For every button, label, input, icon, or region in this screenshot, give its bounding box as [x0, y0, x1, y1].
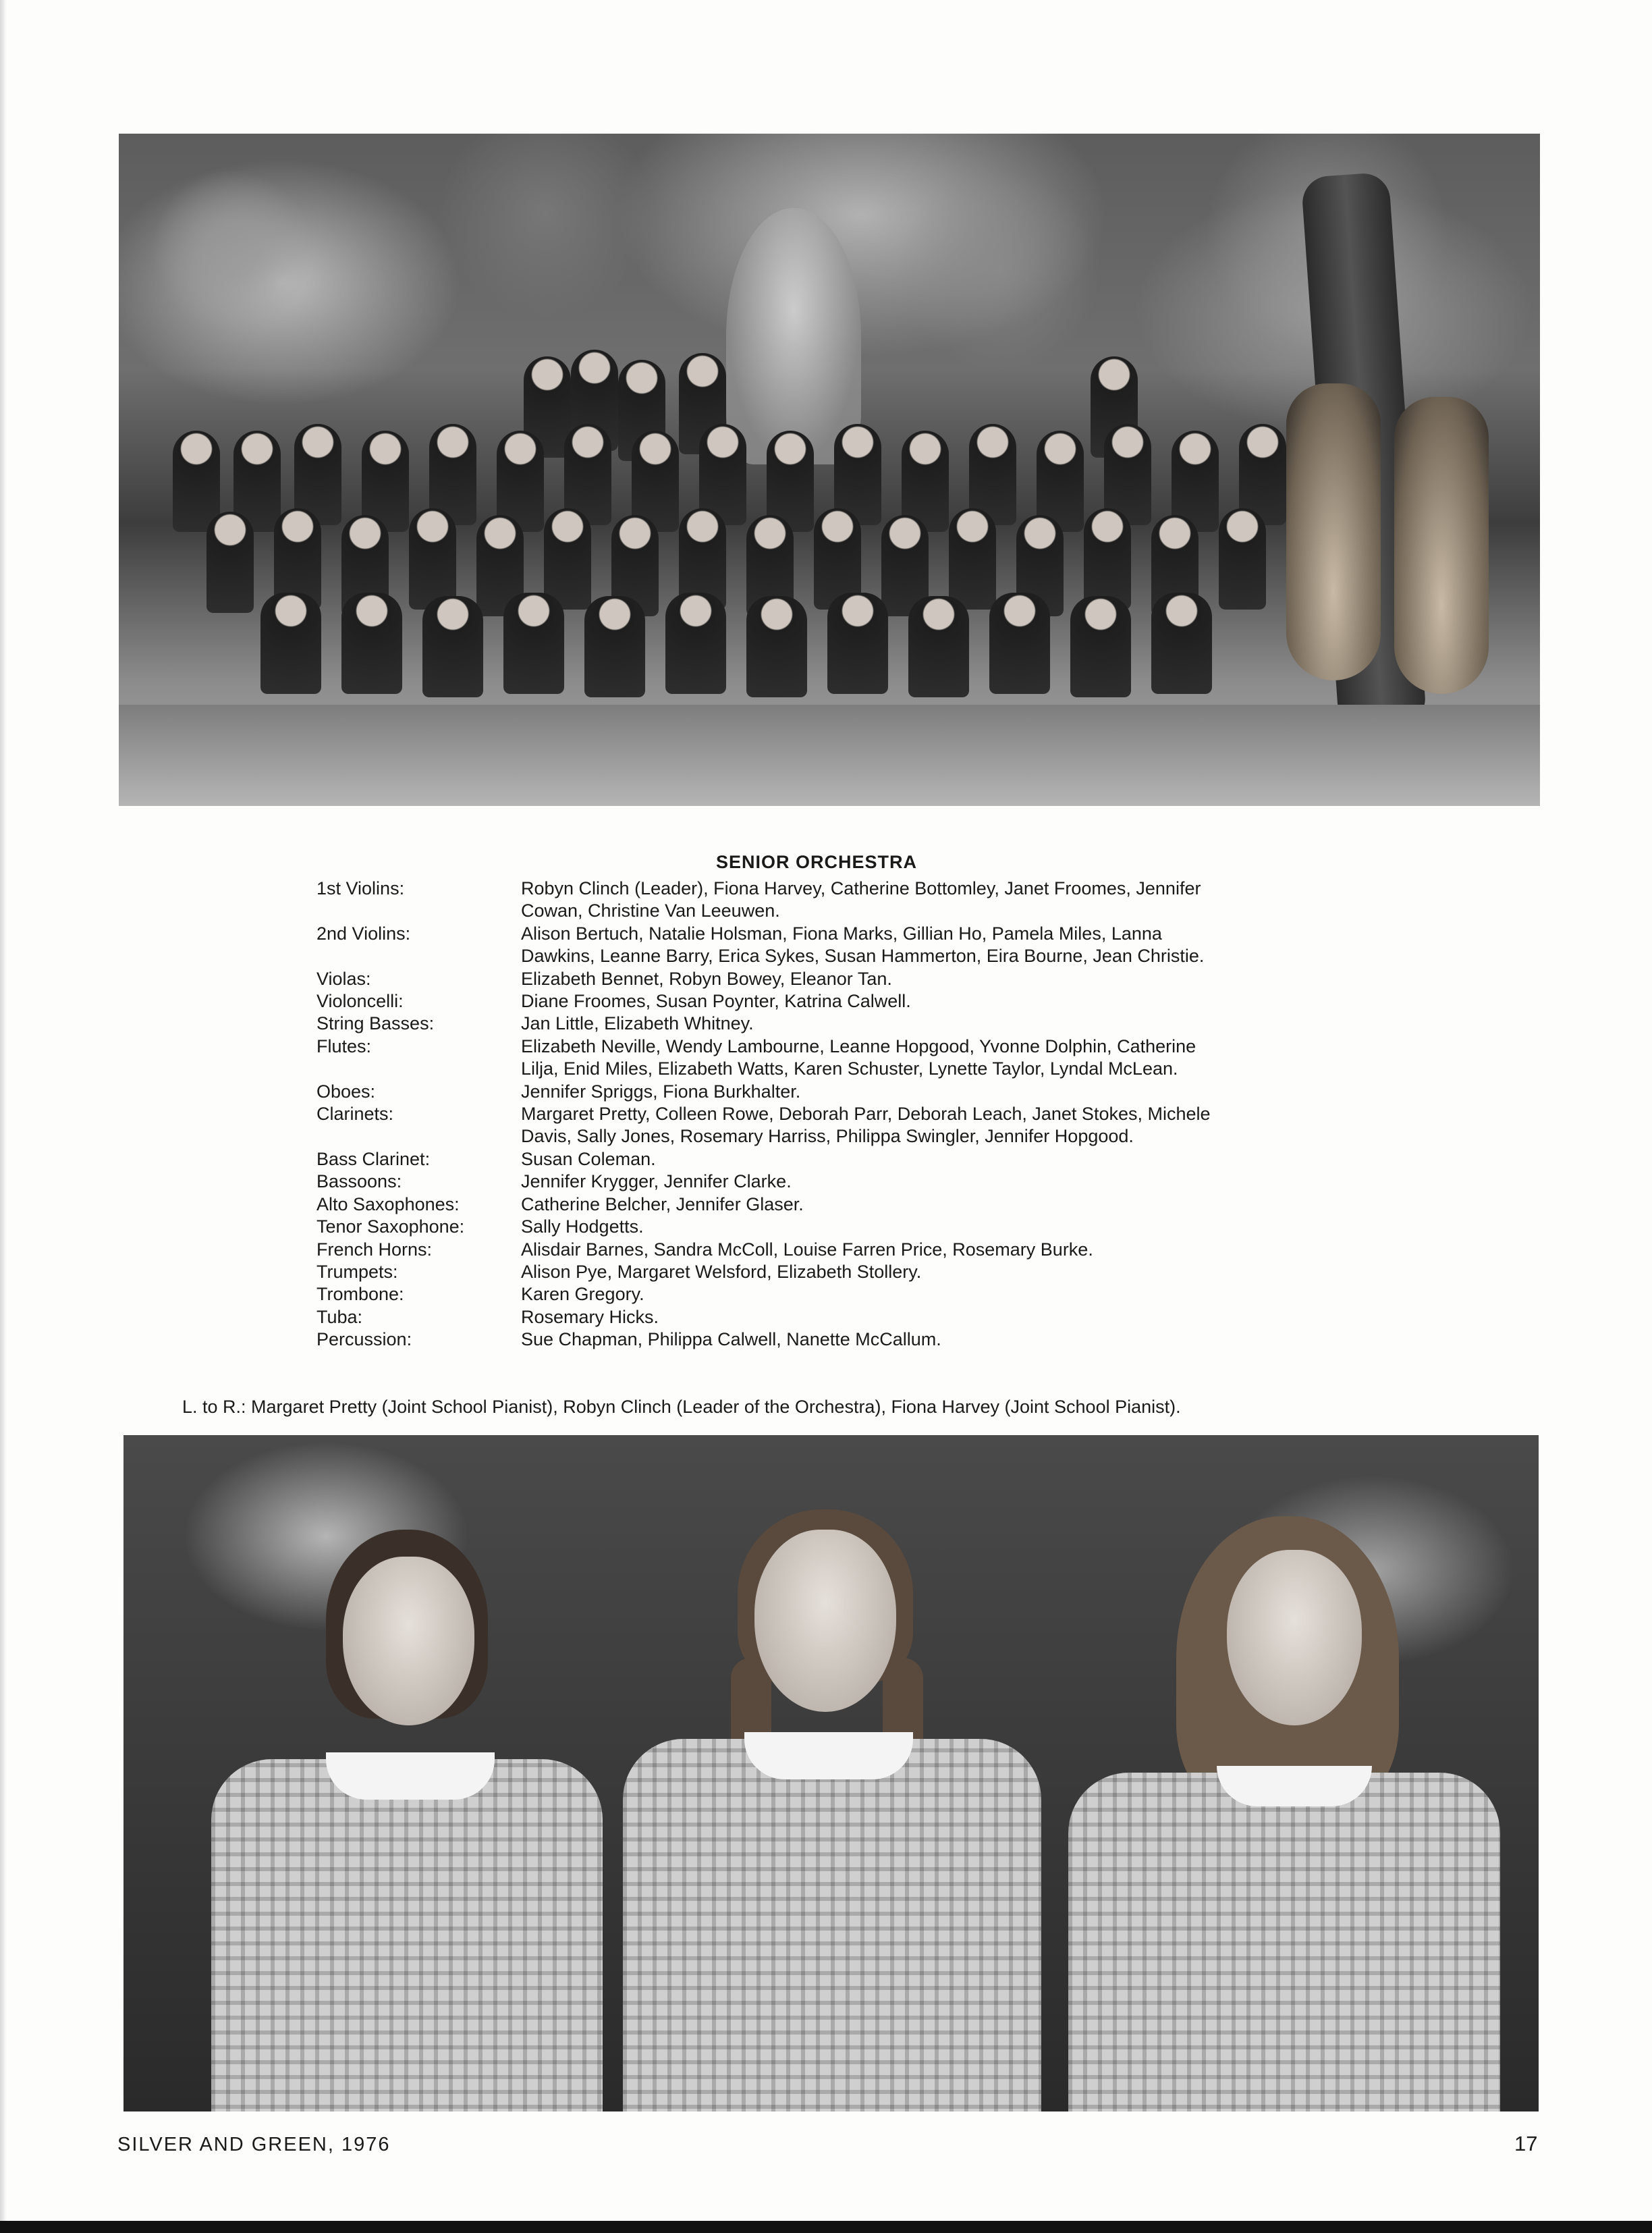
roster-row — [316, 1171, 1410, 1193]
roster-label: 1st Violins: — [316, 878, 405, 898]
roster-label: 2nd Violins: — [316, 923, 411, 944]
photo-caption: L. to R.: Margaret Pretty (Joint School Pianist), Robyn Clinch (Leader of the Orchestra), Fiona Harvey (Joint School Pianist). — [182, 1397, 1181, 1417]
orchestra-member — [503, 593, 564, 694]
orchestra-member — [949, 508, 996, 610]
girl-left — [184, 1435, 623, 2111]
page-edge-shadow — [0, 0, 7, 2233]
roster-label: Clarinets: — [316, 1104, 394, 1125]
roster-names: Robyn Clinch (Leader), Fiona Harvey, Catherine Bottomley, Janet Froomes, Jennifer Cowan, Christine Van Leeuwen. — [521, 878, 1201, 921]
roster-row — [316, 990, 1410, 1013]
roster-label: Violas: — [316, 968, 371, 989]
roster-label: Flutes: — [316, 1035, 372, 1056]
roster-row — [316, 1013, 1410, 1035]
roster-names: Sue Chapman, Philippa Calwell, Nanette McCallum. — [521, 1329, 941, 1350]
roster-label: Tuba: — [316, 1306, 363, 1327]
roster-row — [316, 1103, 1410, 1148]
orchestra-member — [1219, 508, 1266, 610]
face — [1227, 1550, 1362, 1725]
roster-row — [316, 1261, 1410, 1283]
double-bass — [1394, 397, 1489, 694]
roster-label: French Horns: — [316, 1239, 433, 1260]
orchestra-group-photo — [119, 134, 1540, 806]
orchestra-roster — [316, 878, 1410, 1351]
gingham-dress — [1068, 1773, 1500, 2111]
roster-names: Elizabeth Neville, Wendy Lambourne, Leanne Hopgood, Yvonne Dolphin, Catherine Lilja, Enid Miles, Elizabeth Watts, Karen Schuster, Lynette Taylor, Lyndal McLean. — [521, 1035, 1196, 1079]
roster-names: Diane Froomes, Susan Poynter, Katrina Calwell. — [521, 991, 911, 1012]
roster-names: Jan Little, Elizabeth Whitney. — [521, 1013, 754, 1034]
roster-names: Elizabeth Bennet, Robyn Bowey, Eleanor Tan. — [521, 968, 892, 989]
roster-label: Trumpets: — [316, 1261, 398, 1282]
orchestra-member — [1070, 596, 1131, 697]
roster-label: String Basses: — [316, 1013, 435, 1034]
pianists-photo — [123, 1435, 1539, 2111]
roster-row — [316, 1306, 1410, 1328]
roster-label: Violoncelli: — [316, 991, 404, 1012]
roster-names: Rosemary Hicks. — [521, 1306, 659, 1327]
collar — [326, 1752, 495, 1800]
publication-footer: SILVER AND GREEN, 1976 — [117, 2134, 391, 2155]
roster-row — [316, 1148, 1410, 1171]
orchestra-member — [260, 593, 321, 694]
lawn — [119, 705, 1540, 806]
gingham-dress — [623, 1739, 1041, 2111]
roster-names: Margaret Pretty, Colleen Rowe, Deborah Parr, Deborah Leach, Janet Stokes, Michele Davis, Sally Jones, Rosemary Harriss, Philippa Swingler, Jennifer Hopgood. — [521, 1104, 1211, 1147]
face — [754, 1530, 896, 1712]
gingham-dress — [211, 1759, 603, 2111]
face — [343, 1557, 474, 1725]
orchestra-member — [584, 596, 645, 697]
roster-row — [316, 968, 1410, 990]
girl-right — [1041, 1435, 1514, 2111]
girl-center — [603, 1435, 1062, 2111]
orchestra-member — [409, 508, 456, 610]
roster-row — [316, 878, 1410, 923]
roster-label: Bass Clarinet: — [316, 1148, 431, 1169]
orchestra-member — [206, 512, 254, 613]
roster-label: Percussion: — [316, 1329, 412, 1350]
orchestra-member — [908, 596, 969, 697]
roster-names: Jennifer Krygger, Jennifer Clarke. — [521, 1171, 792, 1192]
orchestra-member — [544, 508, 591, 610]
roster-row — [316, 1216, 1410, 1238]
roster-label: Trombone: — [316, 1284, 404, 1305]
roster-label: Alto Saxophones: — [316, 1193, 460, 1214]
orchestra-member — [665, 593, 726, 694]
roster-names: Sally Hodgetts. — [521, 1216, 644, 1237]
roster-names: Karen Gregory. — [521, 1284, 644, 1305]
roster-row — [316, 923, 1410, 968]
orchestra-members — [146, 356, 1495, 734]
orchestra-member — [1151, 593, 1212, 694]
roster-row — [316, 1239, 1410, 1261]
collar — [1217, 1766, 1372, 1806]
orchestra-member — [1084, 508, 1131, 610]
roster-names: Susan Coleman. — [521, 1148, 656, 1169]
roster-names: Alison Bertuch, Natalie Holsman, Fiona Marks, Gillian Ho, Pamela Miles, Lanna Dawkins, Leanne Barry, Erica Sykes, Susan Hammerton, Eira Bourne, Jean Christie. — [521, 923, 1205, 967]
roster-label: Tenor Saxophone: — [316, 1216, 465, 1237]
roster-label: Oboes: — [316, 1081, 376, 1102]
collar — [744, 1732, 913, 1779]
roster-row — [316, 1035, 1410, 1081]
roster-label: Bassoons: — [316, 1171, 402, 1192]
section-title: SENIOR ORCHESTRA — [715, 852, 918, 872]
roster-names: Alison Pye, Margaret Welsford, Elizabeth Stollery. — [521, 1261, 922, 1282]
orchestra-member — [827, 593, 888, 694]
roster-row — [316, 1081, 1410, 1103]
orchestra-member — [173, 431, 220, 532]
roster-names: Catherine Belcher, Jennifer Glaser. — [521, 1193, 804, 1214]
double-bass — [1286, 383, 1381, 680]
orchestra-member — [989, 593, 1050, 694]
page-number: 17 — [1514, 2132, 1538, 2155]
roster-row — [316, 1283, 1410, 1306]
roster-names: Alisdair Barnes, Sandra McColl, Louise Farren Price, Rosemary Burke. — [521, 1239, 1093, 1260]
roster-names: Jennifer Spriggs, Fiona Burkhalter. — [521, 1081, 801, 1102]
orchestra-member — [341, 593, 402, 694]
scan-edge — [0, 2221, 1652, 2233]
orchestra-member — [746, 596, 807, 697]
roster-row — [316, 1328, 1410, 1351]
roster-row — [316, 1193, 1410, 1216]
orchestra-member — [422, 596, 483, 697]
